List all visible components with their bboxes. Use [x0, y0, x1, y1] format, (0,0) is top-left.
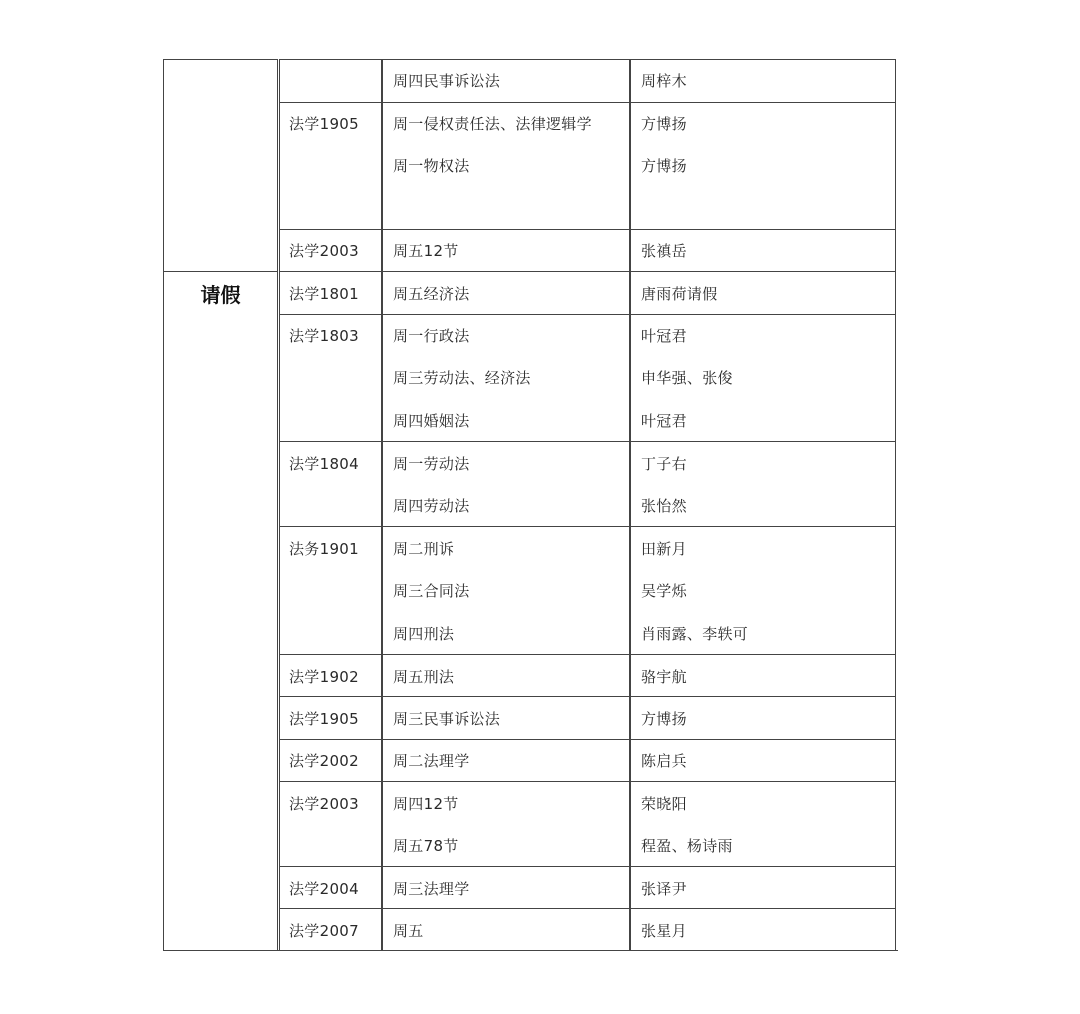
teacher-text: 程盈、杨诗雨 [641, 837, 733, 855]
table-row [279, 59, 896, 102]
course-text: 周三法理学 [393, 880, 470, 898]
course-text: 周二刑诉 [393, 540, 455, 558]
course-text: 周五78节 [393, 837, 459, 855]
table-row [279, 229, 896, 271]
course-text: 周一物权法 [393, 157, 470, 175]
class-name: 法务1901 [289, 540, 359, 558]
teacher-cell [630, 782, 897, 866]
course-text: 周四民事诉讼法 [393, 72, 501, 90]
class-cell [279, 655, 382, 696]
teacher-cell [630, 740, 897, 781]
category-cell [164, 271, 278, 951]
teacher-text: 方博扬 [641, 115, 687, 133]
course-text: 周四劳动法 [393, 497, 470, 515]
course-cell [382, 60, 630, 102]
course-text: 周三民事诉讼法 [393, 710, 501, 728]
table-row [279, 866, 896, 908]
teacher-text: 田新月 [641, 540, 687, 558]
course-cell [382, 782, 630, 866]
teacher-text: 丁子右 [641, 455, 687, 473]
table-row [279, 781, 896, 866]
class-cell [279, 740, 382, 781]
course-text: 周一劳动法 [393, 455, 470, 473]
class-cell [279, 315, 382, 441]
teacher-text: 叶冠君 [641, 412, 687, 430]
course-cell [382, 272, 630, 314]
course-text: 周二法理学 [393, 752, 470, 770]
course-text: 周五刑法 [393, 668, 455, 686]
table-row [279, 441, 896, 526]
teacher-text: 张译尹 [641, 880, 687, 898]
table-row [279, 739, 896, 781]
teacher-text: 叶冠君 [641, 327, 687, 345]
table-row [279, 271, 896, 314]
class-name: 法学1902 [289, 668, 359, 686]
class-cell [279, 867, 382, 908]
teacher-text: 陈启兵 [641, 752, 687, 770]
teacher-text: 肖雨露、李轶可 [641, 625, 749, 643]
teacher-text: 申华强、张俊 [641, 369, 733, 387]
class-cell [279, 272, 382, 314]
teacher-cell [630, 527, 897, 654]
teacher-cell [630, 230, 897, 271]
teacher-text: 张怡然 [641, 497, 687, 515]
teacher-cell [630, 442, 897, 526]
course-text: 周一侵权责任法、法律逻辑学 [393, 115, 592, 133]
category-label-leave: 请假 [200, 283, 241, 307]
course-cell [382, 527, 630, 654]
course-cell [382, 697, 630, 739]
course-cell [382, 909, 630, 950]
course-text: 周四12节 [393, 795, 459, 813]
table-row [279, 696, 896, 739]
teacher-cell [630, 315, 897, 441]
teacher-text: 方博扬 [641, 157, 687, 175]
teacher-cell [630, 655, 897, 696]
teacher-cell [630, 909, 897, 950]
class-name: 法学1905 [289, 115, 359, 133]
class-name: 法学1801 [289, 285, 359, 303]
course-cell [382, 655, 630, 696]
teacher-cell [630, 103, 897, 229]
course-cell [382, 315, 630, 441]
schedule-table [163, 59, 898, 951]
teacher-cell [630, 867, 897, 908]
teacher-text: 周梓木 [641, 72, 687, 90]
teacher-text: 张星月 [641, 922, 687, 940]
course-text: 周一行政法 [393, 327, 470, 345]
class-cell [279, 909, 382, 950]
class-name: 法学1804 [289, 455, 359, 473]
course-text: 周五经济法 [393, 285, 470, 303]
class-cell [279, 697, 382, 739]
course-text: 周五 [393, 922, 424, 940]
course-text: 周四刑法 [393, 625, 455, 643]
table-row [279, 526, 896, 654]
teacher-cell [630, 272, 897, 314]
teacher-cell [630, 60, 897, 102]
class-name: 法学2003 [289, 242, 359, 260]
class-cell [279, 60, 382, 102]
teacher-text: 方博扬 [641, 710, 687, 728]
class-name: 法学1905 [289, 710, 359, 728]
table-row [279, 908, 896, 950]
course-text: 周四婚姻法 [393, 412, 470, 430]
class-cell [279, 527, 382, 654]
category-cell [164, 59, 278, 272]
class-cell [279, 442, 382, 526]
class-name: 法学2002 [289, 752, 359, 770]
class-name: 法学2003 [289, 795, 359, 813]
table-row [279, 102, 896, 229]
class-name: 法学2007 [289, 922, 359, 940]
teacher-text: 荣晓阳 [641, 795, 687, 813]
course-cell [382, 103, 630, 229]
table-row [279, 654, 896, 696]
teacher-text: 张禛岳 [641, 242, 687, 260]
course-cell [382, 740, 630, 781]
teacher-text: 骆宇航 [641, 668, 687, 686]
teacher-text: 吴学烁 [641, 582, 687, 600]
course-text: 周三合同法 [393, 582, 470, 600]
course-text: 周五12节 [393, 242, 459, 260]
teacher-text: 唐雨荷请假 [641, 285, 718, 303]
class-cell [279, 782, 382, 866]
class-cell [279, 103, 382, 229]
class-name: 法学2004 [289, 880, 359, 898]
class-cell [279, 230, 382, 271]
teacher-cell [630, 697, 897, 739]
course-text: 周三劳动法、经济法 [393, 369, 531, 387]
course-cell [382, 867, 630, 908]
course-cell [382, 442, 630, 526]
table-row [279, 314, 896, 441]
course-cell [382, 230, 630, 271]
class-name: 法学1803 [289, 327, 359, 345]
